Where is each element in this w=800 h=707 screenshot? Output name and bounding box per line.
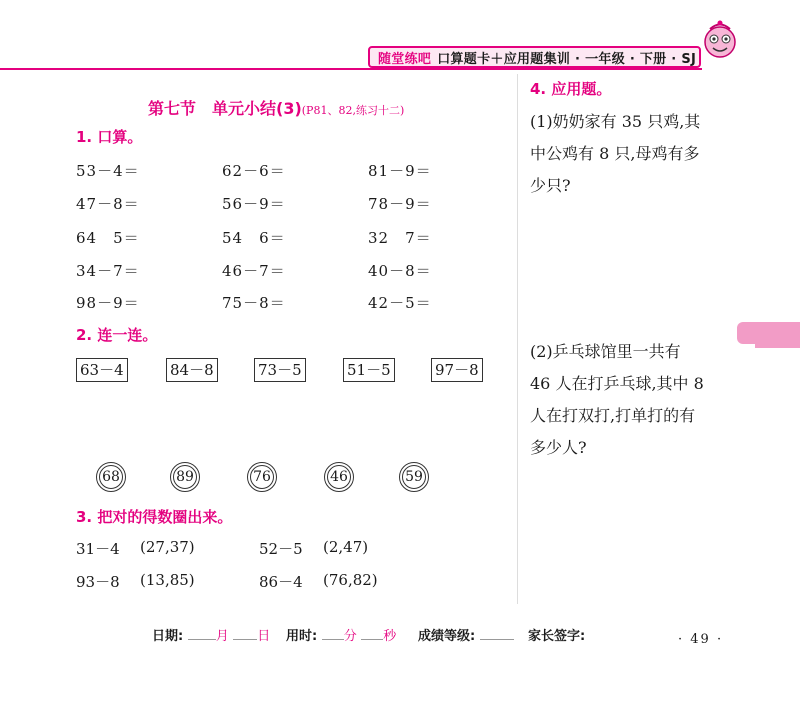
header-subtitle: 口算题卡＋应用题集训 · 一年级 · 下册 · SJ: [437, 51, 697, 67]
day-unit: 日: [257, 629, 271, 644]
header-brand: 随堂练吧: [378, 51, 432, 67]
mascot-icon: [700, 20, 740, 70]
calc-item: 32 7＝: [368, 229, 432, 247]
calc-item: 34－7＝: [76, 262, 140, 280]
minute-unit: 分: [343, 629, 357, 644]
match-expression[interactable]: 63－4: [76, 358, 128, 382]
date-label: 日期:: [152, 629, 184, 644]
calc-item: 56－9＝: [222, 195, 286, 213]
calc-item: 54 6＝: [222, 229, 286, 247]
match-answer[interactable]: 59: [399, 462, 429, 492]
header-rule: [0, 68, 702, 70]
month-blank[interactable]: [188, 639, 216, 640]
match-answer[interactable]: 46: [324, 462, 354, 492]
problem-line: 少只?: [530, 176, 571, 195]
calc-item: 78－9＝: [368, 195, 432, 213]
match-expression[interactable]: 84－8: [166, 358, 218, 382]
problem-line: 多少人?: [530, 438, 587, 457]
calc-item: 81－9＝: [368, 162, 432, 180]
footer-date: [152, 625, 270, 644]
match-answer[interactable]: 68: [96, 462, 126, 492]
problem-line: 46 人在打乒乓球,其中 8: [530, 374, 704, 393]
problem-line: 人在打双打,打单打的有: [530, 406, 696, 425]
calc-item: 46－7＝: [222, 262, 286, 280]
q3-heading: 3. 把对的得数圈出来。: [76, 508, 233, 526]
section-ref: (P81、82,练习十二): [301, 104, 405, 117]
calc-item: 53－4＝: [76, 162, 140, 180]
section-title-text: 第七节 单元小结(3): [148, 99, 302, 118]
q1-heading: 1. 口算。: [76, 128, 143, 146]
calc-item: 40－8＝: [368, 262, 432, 280]
header-banner: [368, 46, 701, 68]
match-expression[interactable]: 97－8: [431, 358, 483, 382]
calc-item: 42－5＝: [368, 294, 432, 312]
footer-grade: [418, 625, 514, 644]
sign-label: 家长签字:: [528, 629, 586, 644]
select-choices[interactable]: (27,37): [140, 538, 195, 556]
calc-item: 75－8＝: [222, 294, 286, 312]
second-unit: 秒: [383, 629, 397, 644]
select-choices[interactable]: (2,47): [323, 538, 369, 556]
select-choices[interactable]: (13,85): [140, 571, 195, 589]
problem-line: 中公鸡有 8 只,母鸡有多: [530, 144, 700, 163]
second-blank[interactable]: [361, 639, 383, 640]
column-divider: [517, 74, 518, 604]
side-tab-accent: [755, 344, 800, 348]
calc-item: 98－9＝: [76, 294, 140, 312]
section-title: [148, 96, 404, 119]
select-expr: 31－4: [76, 540, 120, 558]
word-problem-2: [530, 336, 730, 464]
problem-line: (1)奶奶家有 35 只鸡,其: [530, 112, 701, 131]
select-expr: 93－8: [76, 573, 120, 591]
match-expression[interactable]: 73－5: [254, 358, 306, 382]
grade-label: 成绩等级:: [418, 629, 476, 644]
word-problem-1: [530, 106, 730, 202]
problem-line: (2)乒乓球馆里一共有: [530, 342, 681, 361]
minute-blank[interactable]: [322, 639, 344, 640]
match-expression[interactable]: 51－5: [343, 358, 395, 382]
day-blank[interactable]: [233, 639, 257, 640]
select-expr: 86－4: [259, 573, 303, 591]
grade-blank[interactable]: [480, 639, 514, 640]
calc-item: 62－6＝: [222, 162, 286, 180]
month-unit: 月: [215, 629, 229, 644]
footer-sign: [528, 625, 585, 644]
calc-item: 64 5＝: [76, 229, 140, 247]
calc-item: 47－8＝: [76, 195, 140, 213]
q2-heading: 2. 连一连。: [76, 326, 158, 344]
select-choices[interactable]: (76,82): [323, 571, 378, 589]
footer-time: [286, 625, 396, 644]
side-tab: [737, 322, 800, 344]
time-label: 用时:: [286, 629, 318, 644]
page-number: · 49 ·: [678, 632, 724, 647]
match-answer[interactable]: 89: [170, 462, 200, 492]
match-answer[interactable]: 76: [247, 462, 277, 492]
select-expr: 52－5: [259, 540, 303, 558]
q4-heading: 4. 应用题。: [530, 80, 612, 98]
